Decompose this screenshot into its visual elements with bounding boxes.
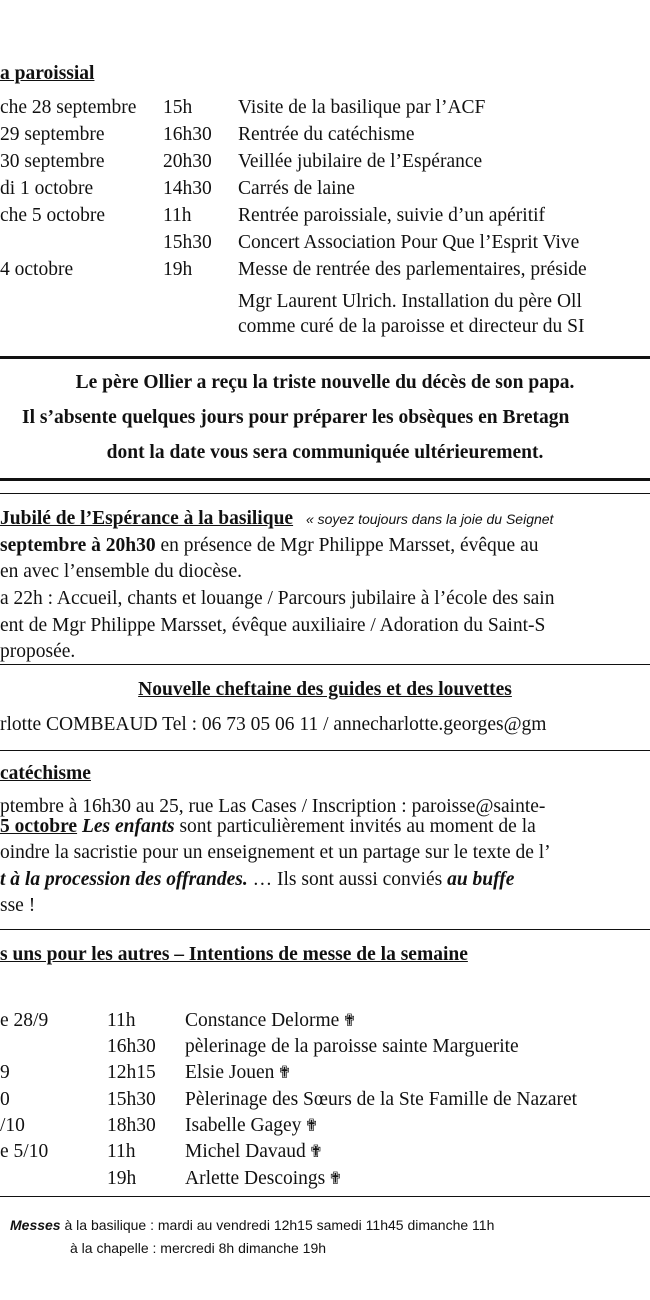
cross-icon: ✟ xyxy=(308,1142,324,1161)
agenda-time: 20h30 xyxy=(163,151,212,172)
intention-time: 11h xyxy=(107,1141,136,1162)
divider xyxy=(0,356,650,359)
messes-line-2: à la chapelle : mercredi 8h dimanche 19h xyxy=(70,1240,327,1256)
agenda-continuation-2: comme curé de la paroisse et directeur du SI xyxy=(238,316,585,337)
cross-icon: ✟ xyxy=(328,1169,343,1188)
intention-name-text: Arlette Descoings xyxy=(185,1168,326,1189)
agenda-date: di 1 octobre xyxy=(0,178,94,199)
catechisme-emph-3: au buffe xyxy=(447,869,515,890)
agenda-desc: Concert Association Pour Que l’Esprit Vive xyxy=(238,232,580,253)
agenda-desc: Veillée jubilaire de l’Espérance xyxy=(238,151,483,172)
intention-name-text: Isabelle Gagey xyxy=(185,1115,302,1136)
agenda-time: 11h xyxy=(163,205,192,226)
intention-name-text: pèlerinage de la paroisse sainte Marguerite xyxy=(185,1036,519,1057)
catechisme-line-2 xyxy=(0,815,536,839)
jubile-heading xyxy=(0,507,553,531)
agenda-desc: Carrés de laine xyxy=(238,178,355,199)
intention-date: 9 xyxy=(0,1062,10,1083)
intention-date: /10 xyxy=(0,1115,25,1136)
jubile-line-3: a 22h : Accueil, chants et louange / Parcours jubilaire à l’école des sain xyxy=(0,588,555,609)
intention-name xyxy=(185,1088,577,1112)
jubile-line-4: ent de Mgr Philippe Marsset, évêque auxiliaire / Adoration du Saint-S xyxy=(0,615,546,636)
jubile-line-5: proposée. xyxy=(0,641,76,662)
jubile-date: septembre à 20h30 xyxy=(0,535,156,556)
jubile-quote: « soyez toujours dans la joie du Seignet xyxy=(305,511,554,527)
agenda-time: 14h30 xyxy=(163,178,212,199)
divider xyxy=(0,929,650,930)
jubile-line-1-text: en présence de Mgr Philippe Marsset, évêque au xyxy=(155,535,539,556)
jubile-line-1 xyxy=(0,534,538,558)
intention-time: 18h30 xyxy=(107,1115,156,1136)
agenda-date: 29 septembre xyxy=(0,124,105,145)
jubile-line-2: en avec l’ensemble du diocèse. xyxy=(0,561,243,582)
intention-time: 15h30 xyxy=(107,1089,156,1110)
intention-name xyxy=(185,1114,319,1138)
catechisme-line-1: ptembre à 16h30 au 25, rue Las Cases / Inscription : paroisse@sainte- xyxy=(0,796,546,817)
messes-basilique: à la basilique : mardi au vendredi 12h15 samedi 11h45 dimanche 11h xyxy=(60,1217,495,1233)
cheftaine-title: Nouvelle cheftaine des guides et des louvettes xyxy=(138,679,512,700)
intention-name-text: Michel Davaud xyxy=(185,1141,306,1162)
agenda-desc: Rentrée paroissiale, suivie d’un apéritif xyxy=(238,205,546,226)
agenda-date: 4 octobre xyxy=(0,259,74,280)
agenda-date: che 5 octobre xyxy=(0,205,106,226)
catechisme-emph: Les enfants xyxy=(81,816,175,837)
cheftaine-contact: rlotte COMBEAUD Tel : 06 73 05 06 11 / annecharlotte.georges@gm xyxy=(0,714,547,735)
intention-time: 12h15 xyxy=(107,1062,156,1083)
divider xyxy=(0,750,650,751)
agenda-desc: Rentrée du catéchisme xyxy=(238,124,415,145)
agenda-desc: Visite de la basilique par l’ACF xyxy=(238,97,486,118)
messes-label: Messes xyxy=(10,1217,61,1233)
intention-name-text: Constance Delorme xyxy=(185,1010,340,1031)
notice-line-1: Le père Ollier a reçu la triste nouvelle du décès de son papa. xyxy=(75,372,575,393)
divider xyxy=(0,478,650,481)
agenda-time: 15h xyxy=(163,97,193,118)
intention-date: e 28/9 xyxy=(0,1010,49,1031)
intention-name-text: Pèlerinage des Sœurs de la Ste Famille de Nazaret xyxy=(185,1089,578,1110)
intention-name xyxy=(185,1167,343,1191)
intention-name-text: Elsie Jouen xyxy=(185,1062,275,1083)
agenda-time: 15h30 xyxy=(163,232,212,253)
agenda-date: 30 septembre xyxy=(0,151,105,172)
agenda-date: che 28 septembre xyxy=(0,97,137,118)
catechisme-line-5: sse ! xyxy=(0,895,36,916)
agenda-desc: Messe de rentrée des parlementaires, préside xyxy=(238,259,587,280)
catechisme-line-4 xyxy=(0,868,514,892)
agenda-title: a paroissial xyxy=(0,63,95,84)
jubile-title: Jubilé de l’Espérance à la basilique xyxy=(0,508,294,529)
divider xyxy=(0,1196,650,1197)
notice-line-3: dont la date vous sera communiquée ultérieurement. xyxy=(106,442,544,463)
intention-date: 0 xyxy=(0,1089,10,1110)
intention-time: 19h xyxy=(107,1168,137,1189)
agenda-continuation-1: Mgr Laurent Ulrich. Installation du père Oll xyxy=(238,291,582,312)
agenda-time: 19h xyxy=(163,259,193,280)
cross-icon: ✟ xyxy=(342,1011,357,1030)
divider xyxy=(0,664,650,665)
catechisme-line-2-text: sont particulièrement invités au moment de la xyxy=(174,816,536,837)
intentions-title: s uns pour les autres – Intentions de messe de la semaine xyxy=(0,944,468,965)
intention-name xyxy=(185,1061,292,1085)
cross-icon: ✟ xyxy=(304,1116,319,1135)
catechisme-date: 5 octobre xyxy=(0,816,78,837)
catechisme-line-4-text: … Ils sont aussi conviés xyxy=(247,869,448,890)
agenda-time: 16h30 xyxy=(163,124,212,145)
notice-line-2: Il s’absente quelques jours pour préparer les obsèques en Bretagn xyxy=(22,407,570,428)
intention-name xyxy=(185,1140,323,1164)
catechisme-emph-2: t à la procession des offrandes. xyxy=(0,869,248,890)
cross-icon: ✟ xyxy=(277,1063,292,1082)
catechisme-title: catéchisme xyxy=(0,763,91,784)
intention-date: e 5/10 xyxy=(0,1141,49,1162)
intention-time: 11h xyxy=(107,1010,136,1031)
intention-name xyxy=(185,1035,519,1059)
messes-line-1 xyxy=(10,1213,494,1237)
intention-name xyxy=(185,1009,357,1033)
divider xyxy=(0,493,650,494)
intention-time: 16h30 xyxy=(107,1036,156,1057)
catechisme-line-3: oindre la sacristie pour un enseignement et un partage sur le texte de l’ xyxy=(0,842,551,863)
